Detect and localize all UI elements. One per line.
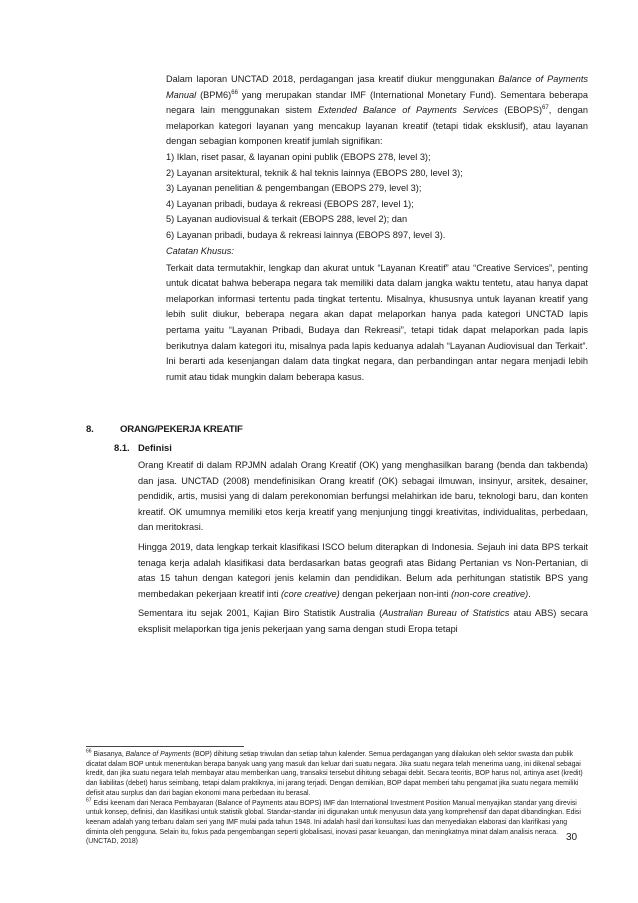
- p2-text-2: dengan pekerjaan non-inti: [339, 588, 452, 599]
- intro-text-1: Dalam laporan UNCTAD 2018, perdagangan jasa kreatif diukur menggunakan: [166, 74, 499, 84]
- intro-term-bpm: Balance of Payments Manual: [166, 74, 588, 100]
- footnote-ref-66[interactable]: 66: [231, 89, 238, 96]
- list-item: 1) Iklan, riset pasar, & layanan opini publik (EBOPS 278, level 3);: [166, 151, 431, 162]
- p2-text-1: Hingga 2019, data lengkap terkait klasifikasi ISCO belum diterapkan di Indonesia. Sejauh ini data BPS terkait tenaga kerja adalah klasifikasi data berdasarkan batas geografi atas Bidang Pertanian vs Non-Pertanian, di atas 15 tahun dengan kategori jenis kelamin dan pendidikan. Belum ada perhitungan statistik BPS yang membedakan pekerjaan kreatif inti: [138, 541, 588, 599]
- definition-paragraph-2: [138, 540, 588, 602]
- special-note-text: Terkait data termutakhir, lengkap dan akurat untuk “Layanan Kreatif” atau “Creative Services”, penting untuk dicatat bahwa beberapa negara tak memiliki data dalam jangka waktu tentetu, atau hanya dapat melaporkan informasi tertentu pada tingkat tertentu. Misalnya, khususnya untuk layanan kreatif yang lebih sulit diukur, beberapa negara akan dapat melaporkan hanya pada kategori UNCTAD lapis pertama yaitu “Layanan Pribadi, Budaya dan Rekreasi”, tetapi tidak dapat melaporkan pada lapis berikutnya dalam kategori itu, misalnya pada lapis keduanya adalah “Layanan Audiovisual dan Terkait”. Ini berarti ada kesenjangan dalam data tingkat negara, dan perbandingan antar negara menjadi lebih rumit atau tidak mungkin dalam beberapa kasus.: [166, 262, 588, 382]
- p2-text-3: .: [528, 588, 531, 599]
- footnote-66-number: 66: [86, 748, 92, 755]
- section-heading: [86, 424, 243, 435]
- special-note-title: Catatan Khusus:: [166, 246, 234, 256]
- intro-text-5: , dengan melaporkan kategori layanan yang mencakup layanan kreatif (tetapi tidak eksklusif), atau layanan dengan sebagian komponen kreatif jumlah signifikan:: [166, 105, 588, 147]
- intro-term-ebops: Extended Balance of Payments Services: [318, 105, 499, 116]
- footnote-ref-67[interactable]: 67: [542, 105, 549, 112]
- section-title: ORANG/PEKERJA KREATIF: [120, 424, 243, 435]
- ebops-category-list: [166, 150, 588, 244]
- page-number: 30: [566, 832, 578, 843]
- subsection-heading: [114, 442, 172, 453]
- footnotes: [86, 750, 590, 847]
- p3-text-1: Sementara itu sejak 2001, Kajian Biro Statistik Australia (: [138, 608, 383, 619]
- list-item: 2) Layanan arsitektural, teknik & hal teknis lainnya (EBOPS 280, level 3);: [166, 167, 463, 178]
- footnote-67-text: Edisi keenam dari Neraca Pembayaran (Balance of Payments atau BOPS) IMF dan International Investment Position Manual menyajikan standar yang direvisi untuk konsep, definisi, dan klasifikasi untuk statistik global. Standar-standar ini digunakan untuk menyusun data yang komprehensif dan dapat dibandingkan. Edisi keenam adalah yang terbaru dalam seri yang IMF mulai pada tahun 1948. Ini adalah hasil dari konsultasi luas dan menyediakan elaborasi dan klarifikasi yang diminta oleh pengguna. Selain itu, fokus pada pengembangan seperti globalisasi, inovasi pasar keuangan, dan meningkatnya minat dalam analisis neraca. (UNCTAD, 2018): [86, 799, 581, 846]
- p3-term-abs: Australian Bureau of Statistics: [382, 608, 510, 619]
- intro-text-2: (BPM6): [196, 89, 232, 100]
- footnote-66-term: Balance of Payments: [125, 751, 191, 758]
- footnote-66-text-1: Biasanya,: [91, 751, 126, 758]
- section-number: 8.: [86, 424, 94, 435]
- intro-paragraph: [166, 72, 588, 150]
- p2-term-noncore: (non-core creative): [451, 588, 529, 599]
- special-note-block: [166, 244, 588, 385]
- intro-text-4: (EBOPS): [498, 105, 543, 116]
- definition-body: [138, 458, 588, 642]
- list-item: 3) Layanan penelitian & pengembangan (EBOPS 279, level 3);: [166, 183, 422, 194]
- list-item: 4) Layanan pribadi, budaya & rekreasi (EBOPS 287, level 1);: [166, 198, 414, 209]
- subsection-number: 8.1.: [114, 442, 130, 453]
- definition-paragraph-1: Orang Kreatif di dalam RPJMN adalah Orang Kreatif (OK) yang menghasilkan barang (benda dan takbenda) dan jasa. UNCTAD (2008) mendefinisikan Orang kreatif (OK) sebagai ilmuwan, insinyur, arsitek, desainer, pendidik, artis, musisi yang di dalam perekonomian berfungsi melahirkan ide baru, teknologi baru, dan konten kreatif. OK umumnya memiliki etos kerja kreatif yang menjunjung tinggi kreativitas, individualitas, perbedaan, dan meritokrasi.: [138, 460, 588, 533]
- definition-paragraph-3: [138, 606, 588, 637]
- p3-text-2: atau ABS) secara eksplisit melaporkan tiga jenis pekerjaan yang sama dengan studi Eropa tetapi: [138, 608, 588, 634]
- footnote-67-number: 67: [86, 797, 92, 804]
- footnote-66: [86, 750, 590, 799]
- footnote-67: [86, 799, 590, 848]
- list-item: 5) Layanan audiovisual & terkait (EBOPS 288, level 2); dan: [166, 214, 408, 225]
- footnote-66-text-2: (BOP) dihitung setiap triwulan dan setiap tahun kalender. Semua perdagangan yang dilakukan oleh sektor swasta dan publik dicatat dalam BOP untuk menentukan berapa banyak uang yang masuk dan keluar dari suatu negara. Jika suatu negara telah menerima uang, ini dikenal sebagai kredit, dan jika suatu negara telah membayar atau memberikan uang, transaksi tersebut dihitung sebagai debit. Secara teoritis, BOP harus nol, artinya aset (kredit) dan liabilitas (debet) harus seimbang, tetapi dalam praktiknya, ini jarang terjadi. Dengan demikian, BOP dapat memberi tahu pengamat jika suatu negara memiliki defisit atau surplus dan dari bagian ekonomi mana perbedaan itu berasal.: [86, 751, 583, 797]
- intro-paragraph-block: [166, 72, 588, 244]
- p2-term-core: (core creative): [281, 588, 340, 599]
- intro-text-3: yang merupakan standar IMF (International Monetary Fund). Sementara beberapa negara lain menggunakan sistem: [166, 89, 588, 116]
- list-item: 6) Layanan pribadi, budaya & rekreasi lainnya (EBOPS 897, level 3).: [166, 229, 446, 240]
- footnote-divider: [86, 746, 244, 747]
- subsection-title: Definisi: [138, 442, 172, 453]
